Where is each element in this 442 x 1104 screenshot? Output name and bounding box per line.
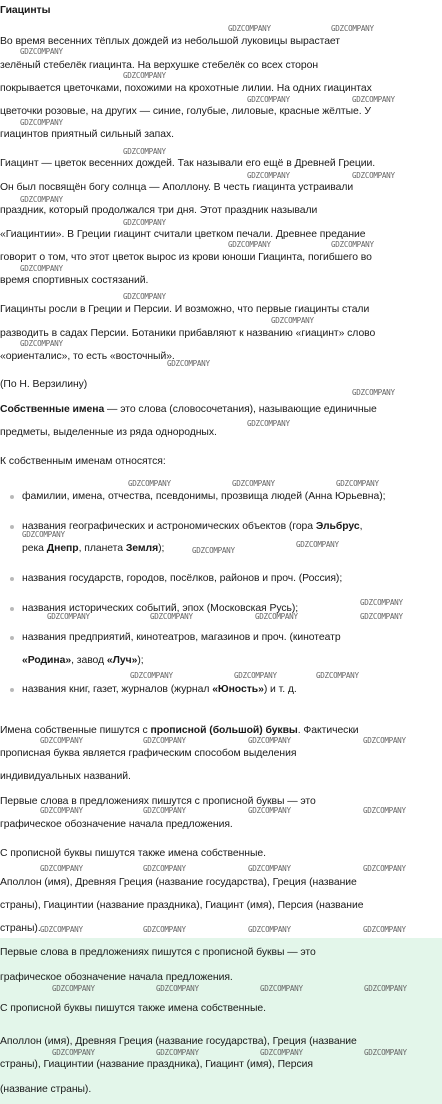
- answer-highlight-block: [0, 938, 442, 1104]
- text-line: прописная буква является графическим способом выделения: [0, 748, 297, 759]
- watermark: GDZCOMPANY: [20, 118, 63, 127]
- watermark: GDZCOMPANY: [271, 316, 314, 325]
- watermark: GDZCOMPANY: [167, 359, 210, 368]
- text-span: Имена собственные пишутся с: [0, 725, 151, 736]
- watermark: GDZCOMPANY: [40, 925, 83, 934]
- watermark: GDZCOMPANY: [40, 864, 83, 873]
- text-line: Аполлон (имя), Древняя Греция (название государства), Греция (название: [0, 877, 357, 888]
- list-item: названия исторических событий, эпох (Московская Русь);: [22, 603, 299, 614]
- definition-line: [0, 403, 377, 417]
- answer-line: (название страны).: [0, 1084, 92, 1095]
- text-line: индивидуальных названий.: [0, 771, 131, 782]
- watermark: GDZCOMPANY: [260, 1048, 303, 1057]
- watermark: GDZCOMPANY: [228, 240, 271, 249]
- bullet-dot: [10, 525, 14, 529]
- list-item: фамилии, имена, отчества, псевдонимы, прозвища людей (Анна Юрьевна);: [22, 491, 386, 502]
- watermark: GDZCOMPANY: [248, 736, 291, 745]
- watermark: GDZCOMPANY: [360, 612, 403, 621]
- watermark: GDZCOMPANY: [352, 171, 395, 180]
- watermark: GDZCOMPANY: [234, 671, 277, 680]
- list-intro: К собственным именам относятся:: [0, 456, 166, 467]
- text-line: разводить в садах Персии. Ботаники прибавляют к названию «гиацинт» слово: [0, 328, 376, 339]
- list-item-continued: [22, 654, 144, 668]
- watermark: GDZCOMPANY: [360, 598, 403, 607]
- text-line: говорит о том, что этот цветок вырос из крови юноши Гиацинта, погибшего во: [0, 252, 372, 263]
- watermark: GDZCOMPANY: [40, 806, 83, 815]
- watermark: GDZCOMPANY: [248, 864, 291, 873]
- watermark: GDZCOMPANY: [336, 479, 379, 488]
- bold-span: Земля: [125, 543, 159, 554]
- text-span: . Фактически: [297, 725, 359, 736]
- watermark: GDZCOMPANY: [364, 984, 407, 993]
- text-span: ) и т. д.: [263, 684, 297, 695]
- list-item: названия государств, городов, посёлков, районов и проч. (Россия);: [22, 573, 343, 584]
- watermark: GDZCOMPANY: [363, 864, 406, 873]
- watermark: GDZCOMPANY: [363, 806, 406, 815]
- bullet-dot: [10, 577, 14, 581]
- bullet-dot: [10, 607, 14, 611]
- watermark: GDZCOMPANY: [228, 24, 271, 33]
- watermark: GDZCOMPANY: [247, 419, 290, 428]
- bullet-dot: [10, 688, 14, 692]
- watermark: GDZCOMPANY: [123, 71, 166, 80]
- watermark: GDZCOMPANY: [232, 479, 275, 488]
- text-line: время спортивных состязаний.: [0, 275, 149, 286]
- watermark: GDZCOMPANY: [352, 95, 395, 104]
- text-line: Гиацинт — цветок весенних дождей. Так называли его ещё в Древней Греции.: [0, 158, 376, 169]
- text-line: праздник, который продолжался три дня. Этот праздник называли: [0, 205, 318, 216]
- answer-line: Первые слова в предложениях пишутся с прописной буквы — это: [0, 947, 316, 958]
- list-item: названия предприятий, кинотеатров, магазинов и проч. (кинотеатр: [22, 632, 341, 643]
- watermark: GDZCOMPANY: [123, 218, 166, 227]
- text-line: покрывается цветочками, похожими на крохотные лилии. На одних гиацинтах: [0, 83, 372, 94]
- watermark: GDZCOMPANY: [248, 806, 291, 815]
- watermark: GDZCOMPANY: [150, 612, 193, 621]
- text-span: , завод: [71, 655, 107, 666]
- text-line: страны), Гиацинтии (название праздника), Гиацинт (имя), Персия (название: [0, 900, 364, 911]
- text-line: цветочки розовые, на других — синие, голубые, лиловые, красные жёлтые. У: [0, 106, 371, 117]
- text-line: предметы, выделенные из ряда однородных.: [0, 427, 217, 438]
- text-span: );: [137, 655, 144, 666]
- answer-line: Аполлон (имя), Древняя Греция (название государства), Греция (название: [0, 1036, 357, 1047]
- list-item: [22, 520, 362, 534]
- bold-span: «Родина»: [22, 655, 72, 666]
- answer-line: графическое обозначение начала предложения.: [0, 972, 233, 983]
- text-line: «ориенталис», то есть «восточный».: [0, 351, 175, 362]
- watermark: GDZCOMPANY: [143, 736, 186, 745]
- text-span: названия книг, газет, журналов (журнал: [22, 684, 213, 695]
- watermark: GDZCOMPANY: [247, 95, 290, 104]
- watermark: GDZCOMPANY: [128, 479, 171, 488]
- text-span: );: [158, 543, 165, 554]
- bullet-dot: [10, 495, 14, 499]
- watermark: GDZCOMPANY: [363, 925, 406, 934]
- text-line: гиацинтов приятный сильный запах.: [0, 129, 174, 140]
- watermark: GDZCOMPANY: [296, 540, 339, 549]
- watermark: GDZCOMPANY: [52, 1048, 95, 1057]
- text-line: зелёный стебелёк гиацинта. На верхушке стебелёк со всех сторон: [0, 60, 319, 71]
- text-span: река: [22, 543, 47, 554]
- watermark: GDZCOMPANY: [20, 195, 63, 204]
- text-line: Гиацинты росли в Греции и Персии. И возможно, что первые гиацинты стали: [0, 304, 370, 315]
- watermark: GDZCOMPANY: [260, 984, 303, 993]
- text-span: , планета: [78, 543, 126, 554]
- bold-span: «Луч»: [106, 655, 138, 666]
- watermark: GDZCOMPANY: [156, 984, 199, 993]
- watermark: GDZCOMPANY: [352, 388, 395, 397]
- watermark: GDZCOMPANY: [20, 339, 63, 348]
- watermark: GDZCOMPANY: [363, 736, 406, 745]
- text-line: страны).: [0, 923, 41, 934]
- watermark: GDZCOMPANY: [255, 612, 298, 621]
- term-bold: Собственные имена: [0, 404, 105, 415]
- watermark: GDZCOMPANY: [364, 1048, 407, 1057]
- watermark: GDZCOMPANY: [123, 147, 166, 156]
- bold-span: «Юность»: [212, 684, 264, 695]
- watermark: GDZCOMPANY: [156, 1048, 199, 1057]
- watermark: GDZCOMPANY: [52, 984, 95, 993]
- watermark: GDZCOMPANY: [248, 925, 291, 934]
- watermark: GDZCOMPANY: [247, 171, 290, 180]
- bold-span: Эльбрус: [315, 521, 360, 532]
- watermark: GDZCOMPANY: [130, 671, 173, 680]
- watermark: GDZCOMPANY: [143, 925, 186, 934]
- bold-span: прописной (большой) буквы: [150, 725, 298, 736]
- text-span: ,: [359, 521, 363, 532]
- watermark: GDZCOMPANY: [331, 24, 374, 33]
- text-line: «Гиацинтии». В Греции гиацинт считали цветком печали. Древнее предание: [0, 229, 366, 240]
- list-item: [22, 683, 297, 697]
- answer-line: С прописной буквы пишутся также имена собственные.: [0, 1003, 266, 1014]
- watermark: GDZCOMPANY: [316, 671, 359, 680]
- text-span: — это слова (словосочетания), называющие единичные: [104, 404, 377, 415]
- text-span: названия географических и астрономических объектов (гора: [22, 521, 316, 532]
- text-line: Он был посвящён богу солнца — Аполлону. В честь гиацинта устраивали: [0, 182, 354, 193]
- answer-line: страны), Гиацинтии (название праздника), Гиацинт (имя), Персия: [0, 1059, 313, 1070]
- list-item-continued: [22, 542, 164, 556]
- watermark: GDZCOMPANY: [123, 292, 166, 301]
- text-line: Во время весенних тёплых дождей из небольшой луковицы вырастает: [0, 36, 341, 47]
- watermark: GDZCOMPANY: [192, 546, 235, 555]
- text-line: Первые слова в предложениях пишутся с прописной буквы — это: [0, 796, 316, 807]
- watermark: GDZCOMPANY: [143, 806, 186, 815]
- bullet-dot: [10, 636, 14, 640]
- watermark: GDZCOMPANY: [40, 736, 83, 745]
- author-attribution: (По Н. Верзилину): [0, 379, 88, 390]
- watermark: GDZCOMPANY: [20, 264, 63, 273]
- watermark: GDZCOMPANY: [47, 612, 90, 621]
- watermark: GDZCOMPANY: [22, 530, 65, 539]
- bold-span: Днепр: [46, 543, 79, 554]
- text-title: Гиацинты: [0, 5, 51, 16]
- text-line: графическое обозначение начала предложения.: [0, 819, 233, 830]
- watermark: GDZCOMPANY: [143, 864, 186, 873]
- text-line: С прописной буквы пишутся также имена собственные.: [0, 848, 266, 859]
- watermark: GDZCOMPANY: [20, 47, 63, 56]
- watermark: GDZCOMPANY: [331, 240, 374, 249]
